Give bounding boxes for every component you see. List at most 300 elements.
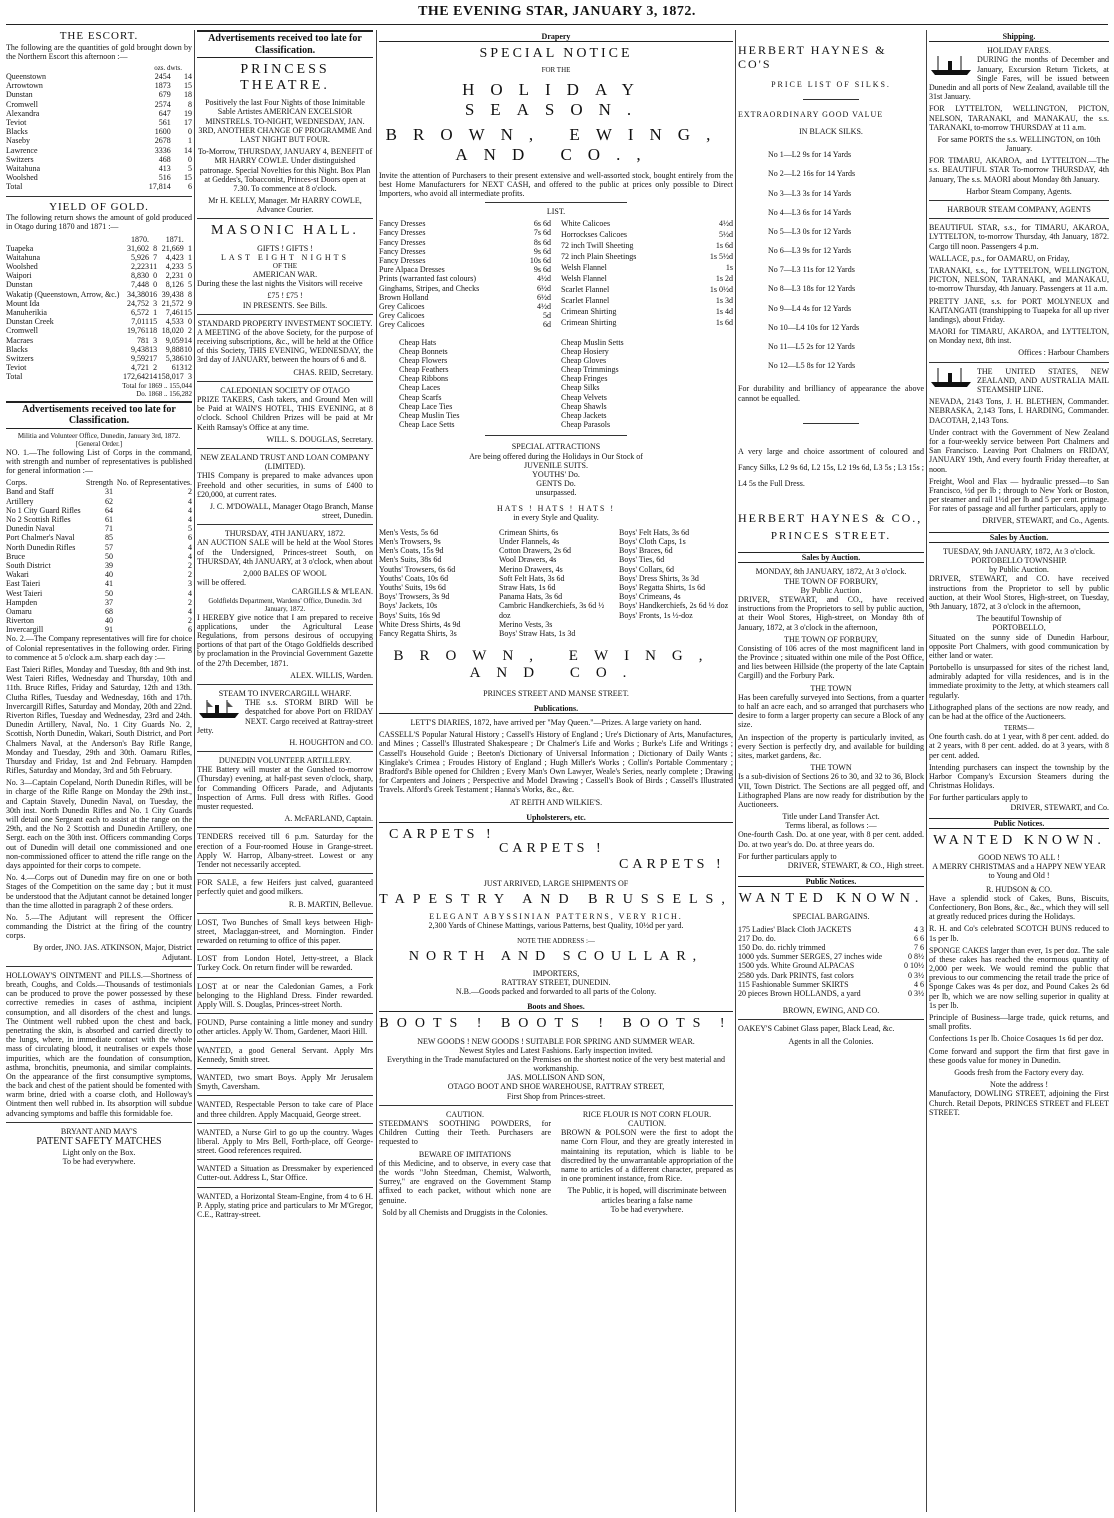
table-cell: 2678 [154,136,171,146]
list-item: No 7—L3 11s for 12 Yards [768,265,855,275]
table-cell: 20 pieces Brown HOLLANDS, a yard [738,989,861,998]
table-cell: 1s 2d [715,274,733,284]
list-item: Cheap Flowers [399,355,448,365]
table-cell: Pure Alpaca Dresses [379,265,445,275]
militia-head: Militia and Volunteer Office, Dunedin, January 3rd, 1872. [General Order.] [17,431,181,448]
table-row [6,533,192,542]
table-cell: Cromwell [6,99,38,109]
table-cell: 4 3 [914,924,924,934]
list-title: LIST. [546,207,566,217]
list-item: No 4—L3 6s for 14 Yards [768,207,852,217]
table-row [6,326,192,335]
list-item: Cheap Fringes [561,374,608,384]
table-cell: 9,438 [130,344,149,354]
table-cell: 175 Ladies' Black Cloth JACKETS [738,924,852,934]
sponge-cakes: SPONGE CAKES larger than ever, 1s per doz. The sale of these cakes has reached the enormous quantity of 2,000 per week. We would remind the public that previous to our commencing the retail trade the price of Sponge Cakes was 4s per doz, and Pound Cakes 2s 6d per lb, which we are now selling superior in quality at 1s per lb. [929,945,1109,1010]
table-row [379,284,551,293]
north-scoullar: NORTH AND SCOULLAR, [408,948,704,964]
yield-title: YIELD OF GOLD. [49,200,149,213]
list-item: No 8—L3 18s for 12 Yards [768,284,856,294]
herbert-haynes-footer: HERBERT HAYNES & CO., [738,510,923,525]
subdivision-text: Is a sub-division of Sections 26 to 30, and 32 to 36, Block VII, Town District. The Sections are all pegged off, and Lithographed Plans are now ready for distribution by the Auctioneers. [738,772,924,809]
list-item: No 11—L5 2s for 12 Yards [768,342,855,352]
note-address: NOTE THE ADDRESS :— [517,936,595,945]
divider [197,314,373,315]
table-row [561,241,733,252]
hats-subtitle: in every Style and Quality. [513,512,599,522]
scotch-buns: R. H. and Co's celebrated SCOTCH BUNS reduced to 1s per lb. [929,924,1109,943]
militia-order-1: NO. 1.—The following List of Corps in the command, with strength and number of representatives is published for general information :— [6,447,192,476]
table-cell: 41 [105,579,114,589]
steedman-body: STEEDMAN'S SOOTHING POWDERS, for Children Cutting their Teeth. Purchasers are requested to [379,1119,551,1147]
table-cell: 16 [149,289,158,299]
table-row [6,363,192,372]
come-forward: Come forward and support the firm that first gave in these goods value for money in Dunedin. [929,1046,1109,1065]
table-cell: 1s 5½d [709,252,733,262]
list-item: Boys' Collars, 6d [619,564,674,574]
table-cell: 0 [188,154,192,164]
steam-body: THE s.s. STORM BIRD Will be despatched for above Port on FRIDAY NEXT. Cargo received at Rattray-street Jetty. [197,698,373,735]
table-cell: 14 [149,372,158,382]
table-row [561,219,733,230]
table-cell: Artillery [6,496,34,506]
table-cell: 1870. [130,234,149,244]
table-cell: 17 [149,353,158,363]
table-cell: 1s 4d [715,307,733,317]
standard-signature: CHAS. REID, Secretary. [293,367,373,377]
divider [197,873,373,874]
artillery-title: DUNEDIN VOLUNTEER ARTILLERY. [218,756,352,766]
table-cell: 4,721 [130,363,149,373]
caledonian-title: CALEDONIAN SOCIETY OF OTAGO [220,385,350,395]
wanted-ad: WANTED, a Nurse Girl to go up the country. Wages liberal. Apply to Mrs Bell, Forth-place, off George-street. Good references required. [197,1127,373,1156]
table-cell: 7,011 [131,317,149,327]
list-item: No 9—L4 4s for 12 Yards [768,303,852,313]
table-cell: Alexandra [6,108,40,118]
table-cell: 68 [105,606,114,616]
table-cell: Bruce [6,551,26,561]
forsale-ad: FOR SALE, a few Heifers just calved, guaranteed perfectly quiet and good milkers. [197,878,373,897]
divider [6,196,192,197]
list-item: Panama Hats, 3s 6d [499,592,563,602]
table-cell: Wakari [6,570,29,580]
table-cell: 9 [188,298,192,308]
table-cell: 1s 3d [715,296,733,306]
table-cell: No 2 Scottish Rifles [6,515,71,525]
title-text: Title under Land Transfer Act. [782,812,880,822]
new-goods: NEW GOODS ! NEW GOODS ! SUITABLE FOR SPRING AND SUMMER WEAR. [417,1036,695,1046]
table-cell: Macraes [6,335,34,345]
column-3 [379,30,733,1514]
divider [197,1095,373,1096]
table-cell: 217 Do. do. [738,933,776,943]
tuesday-date: TUESDAY, 9th JANUARY, 1872, At 3 o'clock. [943,546,1095,556]
list-item: Men's Coats, 15s 9d [379,546,444,556]
table-cell: Grey Calicoes [379,320,425,330]
special-attractions: SPECIAL ATTRACTIONS [511,442,601,452]
table-cell: 1 [188,252,192,262]
holloway-ad: HOLLOWAY'S OINTMENT and PILLS.—Shortness of breath, Coughs, and Colds.—Thousands of testimonials can be produced to prove the power possessed by these corrective remedies in cases of asthma, incipient consumption, and all disorders of the chest and lungs. The Ointment well rubbed upon the chest and back, penetrating the skin, is absorbed and carried directly to the lungs, where, in immediate contact with the whole mass of circulating blood, it neutralises or expels those impurities, which are the foundation of consumption, asthma, bronchitis, pneumonia, and similar complaints. On the appearance of the first consumptive symptoms, the back and chest of the patient should be fomented with warm brine, dried with a coarse cloth, and Holloway's Ointment then well rubbed in. Its absorption will subdue advancing symptoms and baffle this formidable foe. [6,970,192,1118]
taranaki-text: TARANAKI, s.s., for LYTTELTON, WELLINGTON, PICTON, NELSON, TARANAKI, and MANAKAU, to-morrow Thursday, 4th January. Passengers at 11 a.m. [929,265,1109,294]
table-cell: 21,669 [161,243,184,253]
list-item: Boys' Suits, 16s 9d [379,610,441,620]
table-cell: 6d [543,320,551,330]
table-cell: 50 [105,588,114,598]
terms-list: One-fourth Cash. Do. at one year, with 8 per cent. added. Do. at two year's do. Do. at three years do. [738,830,924,849]
intending-text: Intending purchasers can inspect the township by the Harbor Company's Excursion Steamers during the Christmas Holidays. [929,762,1109,791]
carpets-3: CARPETS ! [619,856,725,872]
freight-text: Freight, Wool and Flax — hydraulic pressed—to San Francisco, ½d per lb ; through to New York or Boston, per steamer and rail 1½d per lb and 5 per cent. primage. For rates of passage and all further particulars, apply to [929,476,1109,514]
list-item: Cheap Muslin Ties [399,411,460,421]
table-row [6,155,192,164]
table-cell: Dunstan Creek [6,317,54,327]
section-header: Sales by Auction. [929,532,1109,543]
table-cell [6,235,122,244]
list-item: No 5—L3 0s for 12 Yards [768,226,852,236]
just-arrived: JUST ARRIVED, LARGE SHIPMENTS OF [483,878,629,888]
price-list-silks: PRICE LIST OF SILKS. [771,79,891,89]
table-row [6,354,192,363]
table-cell: 40 [105,616,114,626]
table-cell: 24,752 [126,298,149,308]
table-cell: 1 [188,136,192,146]
forsale-signature: R. B. MARTIN, Bellevue. [288,899,373,909]
table-cell: 3 [153,335,158,345]
table-cell: 1 [188,243,192,253]
list-item: Soft Felt Hats, 3s 6d [499,573,565,583]
wanted-ad: WANTED, two smart Boys. Apply Mr Jerusalem Smyth, Caversham. [197,1072,373,1092]
table-cell: 2,231 [165,271,184,281]
divider [929,218,1109,219]
table-cell: 516 [158,173,171,183]
table-cell: 679 [158,90,171,100]
town-title-2: THE TOWN [810,763,852,773]
table-cell: 5½d [719,230,733,240]
table-cell: Dunstan [6,90,33,100]
terms-title: TERMS— [1003,724,1035,733]
table-row [379,265,551,274]
table-cell: 37 [105,597,114,607]
crimean-list [499,528,613,638]
table-row [6,524,192,533]
table-row [6,598,192,607]
table-cell: 13 [149,344,158,354]
list-item: Boys' Trowsers, 3s 9d [379,592,450,602]
table-cell: East Taieri [6,579,41,589]
table-cell: North Dunedin Rifles [6,542,76,552]
table-cell: 39 [105,560,114,570]
divider [197,524,373,525]
table-row [379,256,551,265]
table-cell: Waitahuna [6,163,41,173]
table-cell: Teviot [6,118,27,127]
table-cell: 9,059 [165,335,184,345]
masonic-gifts: GIFTS ! GIFTS ! [257,243,313,253]
list-item: Cheap Lace Setts [399,420,455,430]
note-address: Note the address ! [990,1080,1048,1090]
table-cell: 1873 [154,81,171,91]
table-cell: 64 [105,505,114,515]
found-ad: FOUND, Purse containing a little money and sundry other articles. Apply W. Thom, Gardener, Maori Hill. [197,1018,373,1037]
list-item: Men's Suits, 38s 6d [379,555,442,565]
carpets-2: CARPETS ! [499,840,605,856]
goods-fresh: Goods fresh from the Factory every day. [954,1067,1084,1077]
list-item: Cheap Ribbons [399,374,449,384]
township-text: The beautiful Township of [976,614,1062,624]
table-cell: 12 [184,363,192,373]
divider [197,1187,373,1188]
table-cell: 4,233 [165,262,184,272]
table-cell: Total [6,372,23,382]
list-item: Boys' Felt Hats, 3s 6d [619,527,690,537]
table-cell: 413 [158,163,171,173]
section-header: Upholsterers, etc. [379,813,733,823]
table-cell: 6 [188,182,192,192]
rice-title: RICE FLOUR IS NOT CORN FLOUR. [582,1109,712,1119]
goldfields-head: Goldfields Department, Wardens' Office, Dunedin. 3rd January, 1872. [208,596,362,613]
table-row [738,971,924,980]
nevada-text: NEVADA, 2143 Tons, J. H. BLETHEN, Commander. NEBRASKA, 2,143 Tons, I. HARDING, Commander. DACOTAH, 2,143 Tons. [929,397,1109,425]
table-cell: Welsh Flannel [561,263,607,273]
hudson-body: Have a splendid stock of Cakes, Buns, Biscuits, Confectionery, Bon Bons, &c., &c., which they will sell at greatly reduced prices during the Holidays. [929,893,1109,922]
table-cell: 0 [188,317,192,327]
list-item: Boys' Fronts, 1s ½-doz [619,610,693,620]
escort-head: ozs. dwts. [154,64,182,73]
auction-sold: will be offered. [197,578,246,588]
list-item: Fancy Regatta Shirts, 3s [379,628,457,638]
artillery-signature: A. McFARLAND, Captain. [284,814,373,824]
everything-text: Everything in the Trade manufactured on the Premises on the shortest notice of the very best material and workmanship. [387,1054,725,1074]
table-cell: Hampden [6,597,38,607]
table-row [6,118,192,127]
further-text: For further particulars apply to [929,793,1028,803]
table-cell: 6 [188,533,192,543]
militia-order-5: No. 5.—The Adjutant will represent the Officer commanding the District at the firing of the country corps. [6,912,192,941]
driver-signature-2: DRIVER, STEWART, and Co. [1010,802,1109,812]
price-list-left [379,219,551,329]
table-cell: Lawrence [6,145,38,155]
divider [197,751,373,752]
table-cell: 17,814 [148,182,171,192]
nb-text: N.B.—Goods packed and forwarded to all parts of the Colony. [455,987,657,997]
otago-warehouse: OTAGO BOOT AND SHOE WAREHOUSE, RATTRAY STREET, [447,1082,665,1092]
table-cell: 31 [105,487,114,497]
yield-1868: Do. 1868 .. 156,282 [136,389,192,398]
table-cell: 10s 6d [529,256,551,266]
yield-1869: Total for 1869 .. 155,044 [122,381,192,390]
caution-title: CAUTION. [446,1109,484,1119]
table-cell: 781 [136,335,149,345]
table-cell: Fancy Dresses [379,246,426,256]
tobehad-text: To be had everywhere. [610,1204,684,1214]
table-cell: 0 [153,271,158,281]
town-title: THE TOWN [810,683,852,693]
by-public-auction: By Public Auction. [800,585,862,595]
list-item: Boys' Cloth Caps, 1s [619,537,686,547]
beautiful-star: BEAUTIFUL STAR, s.s., for TIMARU, AKAROA, LYTTELTON, to-morrow Thursday, 4th January, 1872. Cargo till noon. Passengers 4 p.m. [929,223,1109,251]
table-cell: South District [6,560,51,570]
table-row [379,247,551,256]
escort-title: THE ESCORT. [59,30,139,42]
section-header: Drapery [379,32,733,42]
table-cell: Mount Ida [6,298,40,308]
table-cell: 57 [105,542,114,552]
table-cell: 1s 0½d [709,285,733,295]
table-cell: Dunedin Naval [6,524,55,534]
table-row [738,943,924,952]
column-2 [197,30,373,1514]
table-row [6,109,192,118]
table-cell: 19,761 [126,326,149,336]
forsame-text: For same PORTS the s.s. WELLINGTON, on 10th January. [937,134,1101,154]
wanted-ad: WANTED a Situation as Dressmaker by experienced Cutter-out. Address L, Star Office. [197,1164,373,1183]
table-cell: Port Chalmer's Naval [6,533,75,543]
list-item: No 1—L2 9s for 14 Yards [768,150,852,160]
oakey-ad: OAKEY'S Cabinet Glass paper, Black Lead, &c. [738,1024,895,1034]
list-item: Men's Vests, 5s 6d [379,527,439,537]
table-cell: 1s 6d [715,318,733,328]
militia-order-4: No. 4.—Corps out of Dunedin may fire on one or both Stages of the Competition on the same day ; but it must be understood that the Adjutant cannot be detained longer than the time allotted in paragraph 2 of these orders. [6,873,192,910]
masthead-rule [6,24,1108,25]
table-cell: Waitahuna [6,252,41,262]
table-cell: 9s 6d [533,265,551,275]
table-row [6,72,192,81]
hats-title: HATS ! HATS ! HATS ! [496,503,615,513]
divider [197,381,373,382]
manufactory-text: Manufactory, DOWLING STREET, adjoining the First Church. Retail Depots, PRINCES STREET and FLEET STREET. [929,1089,1109,1117]
table-cell: 5 [188,262,192,272]
divider [197,949,373,950]
during-text: DURING the months of December and January, Excursion Return Tickets, at Single Fares, will be issued between Dunedin and all ports of New Zealand, available till the 31st January. [929,55,1109,102]
table-row [6,173,192,182]
table-row [561,263,733,274]
table-cell: 4 [188,606,192,616]
list-item: Cheap Jackets [561,411,607,421]
wanted-known: WANTED KNOWN. [738,891,924,907]
table-cell: 14 [184,72,192,82]
bryant-title: BRYANT AND MAY'S [60,1126,138,1136]
table-cell: Band and Staff [6,487,54,497]
masonic-title: MASONIC HALL. [211,223,359,239]
lost-ad: LOST at or near the Caledonian Games, a Fork belonging to the Highland Dress. Finder rewarded. Apply Will. S. Douglas, Princes-street North. [197,981,373,1010]
caledonian-body: PRIZE TAKERS, Cash takers, and Ground Men will be Paid at WAIN'S HOTEL, THIS EVENING, at 8 o'clock. School Children Prizes will be paid at Mr Keith Ramsay's Office at any time. [197,395,373,432]
auction-body: AN AUCTION SALE will be held at the Wool Stores of the Undersigned, Princes-street South, on THURSDAY, 4th JANUARY, at 3 o'clock, when about [197,538,373,566]
table-cell: 17 [184,118,192,127]
table-cell: 4½d [719,219,733,229]
table-cell: Naseby [6,136,30,146]
table-cell: Scarlet Flannel [561,296,610,306]
principle-text: Principle of Business—large trade, quick returns, and small profits. [929,1013,1109,1032]
table-cell: 0 [153,280,158,290]
table-cell: No 1 City Guard Rifles [6,505,81,515]
wanted-ad: WANTED, a Horizontal Steam-Engine, from 4 to 6 H. P. Apply, stating price and particulars to Mr M'Gregor, C.E., Rattray-street. [197,1191,373,1220]
table-cell: 19 [184,108,192,118]
durability-text: For durability and brilliancy of appearance the above cannot be equalled. [738,384,924,403]
militia-signature: By order, JNO. JAS. ATKINSON, Major, District Adjutant. [33,943,192,962]
divider [929,200,1109,201]
divider [197,448,373,449]
table-cell: 8 [188,289,192,299]
table-cell: Cromwell [6,326,38,336]
goldfields-signature: ALEX. WILLIS, Warden. [290,670,373,680]
table-cell: Wakatip (Queenstown, Arrow, &c.) [6,289,120,299]
masonic-of: OF THE [272,261,298,270]
table-cell: 7 [153,252,158,262]
table-cell: Invercargill [6,625,44,635]
table-cell: Fancy Dresses [379,219,426,229]
gents-suits: GENTS Do. [536,479,576,489]
table-cell: 158,017 [157,372,184,382]
forbury-title-2: THE TOWN OF FORBURY, [784,634,878,644]
wanted-known: WANTED KNOWN. [933,832,1105,848]
table-cell: 8 [188,99,192,109]
table-row [6,127,192,136]
table-cell: 72 inch Plain Sheetings [561,252,637,262]
table-cell: 4 [188,496,192,506]
list-item: Cheap Feathers [399,365,449,375]
table-cell: 6½d [537,283,551,293]
table-cell: Oamaru [6,606,32,616]
table-cell: 2 [188,326,192,336]
list-item: Boys' Regatta Shirts, 1s 6d [619,583,706,593]
table-row [6,136,192,145]
table-row [561,318,733,329]
table-cell: 5,386 [165,353,184,363]
wallace-text: WALLACE, p.s., for OAMARU, on Friday, [929,253,1070,263]
cheap-list-right [561,338,713,430]
table-cell: Scarlet Flannel [561,285,610,295]
table-cell: Corps. [6,478,28,488]
table-cell: 4 [188,588,192,598]
goldfields-body: I HEREBY give notice that I am prepared to receive applications, under the Agricultural Lease Regulations, from persons desirous of occupying portions of that part of the Otago Goldfields described by proclamation in the Provincial Government Gazette of the 27th December, 1871. [197,612,373,668]
lost-ad: LOST from London Hotel, Jetty-street, a Black Turkey Cock. On return finder will be rewarded. [197,954,373,973]
table-cell: 85 [105,533,114,543]
divider [197,827,373,828]
table-cell: 39,438 [161,289,184,299]
table-cell: 21,572 [161,298,184,308]
wanted-ad: WANTED, Respectable Person to take care of Place and three children. Apply Macquaid, George street. [197,1100,373,1119]
masthead: THE EVENING STAR, JANUARY 3, 1872. [418,4,696,19]
table-cell: 4,533 [165,317,184,327]
column-divider [735,30,736,1512]
table-row [379,228,551,237]
section-header: Public Notices. [738,876,924,887]
herbert-haynes-title: HERBERT HAYNES & CO'S [738,43,887,71]
table-cell: Total [6,182,23,192]
yield-intro: The following return shows the amount of gold produced in Otago during 1870 and 1871 :— [6,213,192,232]
patent-title: PATENT SAFETY MATCHES [36,1136,162,1148]
list-item: Cheap Laces [399,383,441,393]
table-row [561,307,733,318]
table-row [738,925,924,934]
beware-title: BEWARE OF IMITATIONS [418,1149,512,1159]
section-header: Boots and Shoes. [379,1002,733,1012]
polson-body: BROWN & POLSON were the first to adopt the name Corn Flour, and they are greatly interested in maintaining its reputation, which is liable to be discredited by the unwarrantable appropriation of the name to articles of a different character, prepared as in one prominent instance, from Rice. [561,1128,733,1184]
column-5 [929,30,1109,1514]
black-silks: IN BLACK SILKS. [799,126,863,136]
list-item: Boys' Crimeans, 4s [619,592,681,602]
table-cell: 3 [153,298,158,308]
list-item: Boys' Braces, 6d [619,546,673,556]
divider [6,1122,192,1123]
table-cell: 2454 [154,72,171,82]
list-item: Cheap Hosiery [561,346,609,356]
table-cell: Switzers [6,154,34,164]
table-cell: Prints (warranted fast colours) [379,274,477,284]
table-cell: 5 [188,280,192,290]
table-cell: 8,126 [165,280,184,290]
table-row [561,296,733,307]
